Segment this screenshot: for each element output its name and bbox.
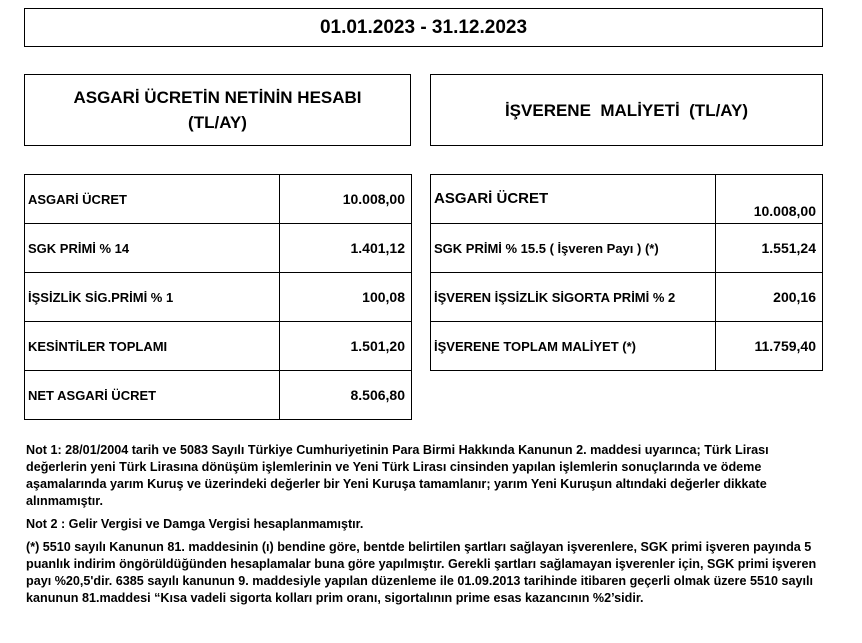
row-label-deductions-total: KESİNTİLER TOPLAMI: [25, 322, 280, 371]
table-row: [25, 322, 412, 371]
table-row: [25, 224, 412, 273]
row-value-unemployment-premium: 100,08: [280, 273, 412, 322]
row-value-sgk-premium: 1.401,12: [280, 224, 412, 273]
row-label-sgk-premium: SGK PRİMİ % 14: [25, 224, 280, 273]
employer-cost-table: [430, 174, 823, 371]
note-footnote: (*) 5510 sayılı Kanunun 81. maddesinin (ı) bendine göre, bentde belirtilen şartları sağlayan işverenlere, SGK primi işveren payında 5 puanlık indirim öngörüldüğünden hesaplamalar buna göre yapılmıştır. Gerekli şartları sağlamayan işverenler için, SGK primi işveren payı %20,5'dir. 6385 sayılı kanunun 9. maddesiyle yapılan düzenleme ile 01.09.2013 tarihinde itibaren geçerli olmak üzere 5510 sayılı kanunun 81.maddesi “Kısa vadeli sigorta kolları prim oranı, sigortalının prime esas kazancının %2’sidir.: [26, 540, 817, 605]
row-value-total-employer-cost: 11.759,40: [716, 322, 823, 371]
note-2: Not 2 : Gelir Vergisi ve Damga Vergisi hesaplanmamıştır.: [26, 517, 364, 531]
table-row: [25, 371, 412, 420]
row-value-employer-sgk-premium: 1.551,24: [716, 224, 823, 273]
row-value-net-minimum-wage: 8.506,80: [280, 371, 412, 420]
row-label-unemployment-premium: İŞSİZLİK SİG.PRİMİ % 1: [25, 273, 280, 322]
net-wage-title-line2: (TL/AY): [188, 113, 247, 132]
table-row: [431, 175, 823, 224]
net-wage-title-line1: ASGARİ ÜCRETİN NETİNİN HESABI: [73, 88, 362, 107]
row-value-minimum-wage: 10.008,00: [280, 175, 412, 224]
row-label-minimum-wage: ASGARİ ÜCRET: [25, 175, 280, 224]
employer-cost-title: İŞVERENE MALİYETİ (TL/AY): [430, 74, 823, 146]
notes-section: [26, 442, 826, 613]
table-row: [431, 273, 823, 322]
row-value-employer-unemployment-premium: 200,16: [716, 273, 823, 322]
row-value-deductions-total: 1.501,20: [280, 322, 412, 371]
table-row: [431, 224, 823, 273]
period-title: 01.01.2023 - 31.12.2023: [24, 8, 823, 47]
row-label-net-minimum-wage: NET ASGARİ ÜCRET: [25, 371, 280, 420]
row-label-employer-unemployment-premium: İŞVEREN İŞSİZLİK SİGORTA PRİMİ % 2: [431, 273, 716, 322]
row-label-employer-sgk-premium: SGK PRİMİ % 15.5 ( İşveren Payı ) (*): [431, 224, 716, 273]
row-label-total-employer-cost: İŞVERENE TOPLAM MALİYET (*): [431, 322, 716, 371]
row-value-minimum-wage: 10.008,00: [716, 175, 823, 224]
net-wage-title: [24, 74, 411, 146]
note-1: Not 1: 28/01/2004 tarih ve 5083 Sayılı Türkiye Cumhuriyetinin Para Birmi Hakkında Kanunun 2. maddesi uyarınca; Türk Lirası değerlerin yeni Türk Lirasına dönüşüm işlemlerinin ve Yeni Türk Lirası cinsinden yapılan işlemlerin sonuçlarında ve ödeme aşamalarında yarım Kuruş ve üzerindeki değerler bir Yeni Kuruşa tamamlanır; yarım Yeni Kuruşun altındaki değerler dikkate alınmamıştır.: [26, 443, 769, 508]
net-wage-table: [24, 174, 412, 420]
table-row: [25, 273, 412, 322]
row-label-minimum-wage: ASGARİ ÜCRET: [431, 175, 716, 224]
table-row: [431, 322, 823, 371]
table-row: [25, 175, 412, 224]
